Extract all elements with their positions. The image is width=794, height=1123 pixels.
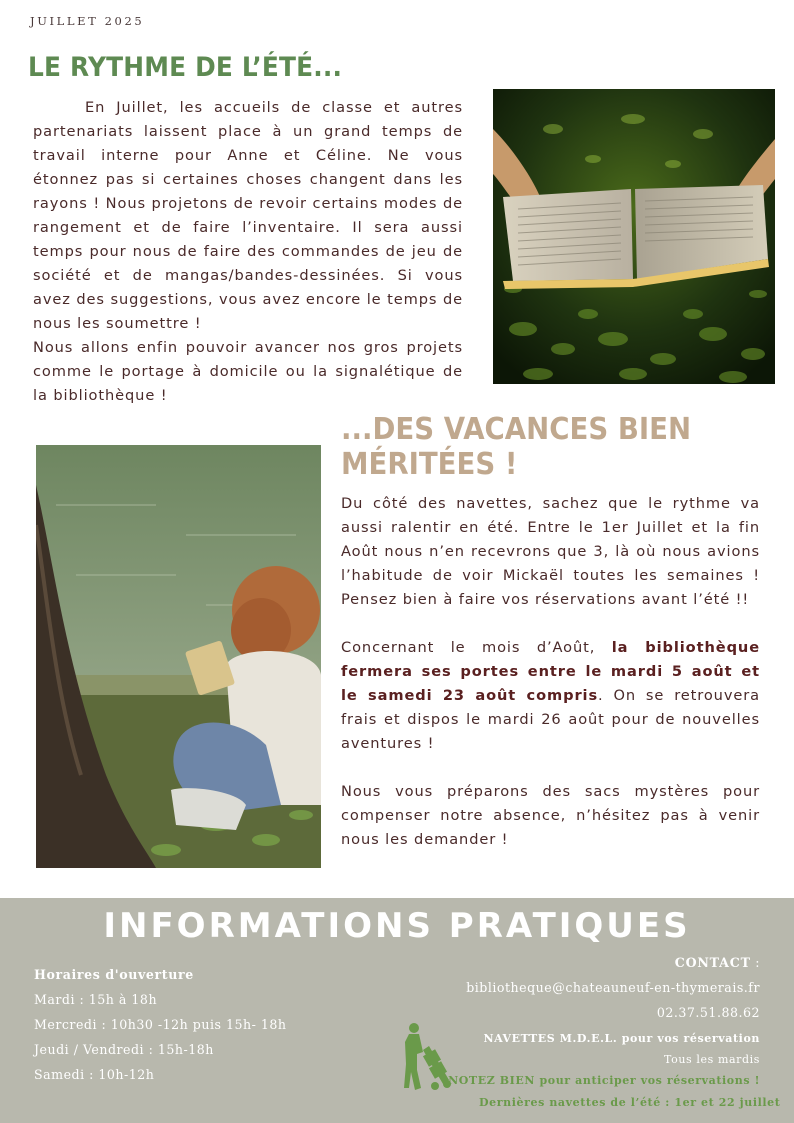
section2-paragraph-1: Du côté des navettes, sachez que le rythme va aussi ralentir en été. Entre le 1er Juillet et la fin Août nous n’en recevrons que 3, là où nous avions l’habitude de voir Mickaël toutes les semaines ! Pensez bien à faire vos réservations avant l’été !!: [341, 495, 760, 608]
practical-info-title: INFORMATIONS PRATIQUES: [103, 906, 691, 946]
navettes-days: Tous les mardis: [664, 1053, 760, 1066]
navettes-title: NAVETTES M.D.E.L. pour vos réservation: [483, 1032, 760, 1045]
paragraph-gap: [341, 756, 760, 780]
section1-paragraph-1: En Juillet, les accueils de classe et autres partenariats laissent place à un grand temps de travail interne pour Anne et Céline. Ne vous étonnez pas si certaines choses changent dans les rayons ! Nous projetons de revoir certains modes de rangement et de faire l’inventaire. Il sera aussi temps pour nous de faire des commandes de jeu de société et de mangas/bandes-dessinées. Si vous avez des suggestions, vous avez encore le temps de nous les soumettre !: [33, 99, 463, 332]
section1-text: [33, 96, 463, 408]
contact-block: [340, 950, 760, 1025]
section1-paragraph-2: Nous allons enfin pouvoir avancer nos gros projets comme le portage à domicile ou la signalétique de la bibliothèque !: [33, 339, 463, 404]
delivery-dolly-icon: [403, 1022, 453, 1092]
issue-date: JUILLET 2025: [30, 14, 145, 28]
reader-by-lake-photo: [36, 445, 321, 868]
section-title-holidays: ...DES VACANCES BIEN MÉRITÉES !: [341, 412, 692, 482]
navettes-note: NOTEZ BIEN pour anticiper vos réservations !: [448, 1074, 760, 1087]
hours-saturday: Samedi : 10h-12h: [34, 1067, 155, 1082]
contact-email[interactable]: bibliotheque@chateauneuf-en-thymerais.fr: [466, 980, 760, 995]
closure-dates: la bibliothèque fermera ses portes entre le mardi 5 août et le samedi 23 août compris: [341, 639, 761, 704]
hours-thursday-friday: Jeudi / Vendredi : 15h-18h: [34, 1042, 214, 1057]
open-book-photo: [493, 89, 775, 384]
section-title-summer-rhythm: LE RYTHME DE L’ÉTÉ...: [28, 52, 343, 83]
closure-outro: . On se retrouvera frais et dispos le mardi 26 août pour de nouvelles aventures !: [341, 687, 760, 752]
opening-hours-heading: Horaires d'ouverture: [34, 967, 194, 982]
section2-text: [341, 492, 760, 852]
paragraph-gap: [341, 612, 760, 636]
contact-label: CONTACT: [674, 955, 751, 970]
contact-heading: [340, 950, 760, 975]
contact-phone[interactable]: 02.37.51.88.62: [656, 1005, 760, 1020]
section2-paragraph-2: [341, 636, 760, 756]
navettes-last-dates: Dernières navettes de l’été : 1er et 22 juillet: [479, 1096, 781, 1109]
hours-wednesday: Mercredi : 10h30 -12h puis 15h- 18h: [34, 1017, 287, 1032]
hours-tuesday: Mardi : 15h à 18h: [34, 992, 158, 1007]
closure-intro: Concernant le mois d’Août,: [341, 639, 612, 656]
contact-colon: :: [750, 955, 760, 970]
section2-paragraph-3: Nous vous préparons des sacs mystères pour compenser notre absence, n’hésitez pas à venir nous les demander !: [341, 783, 760, 848]
opening-hours: [34, 962, 287, 1087]
